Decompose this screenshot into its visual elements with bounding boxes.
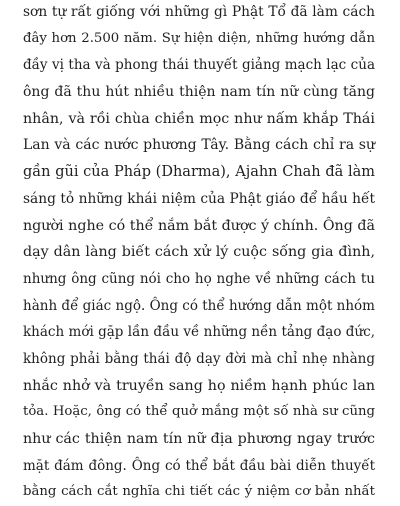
text-line: sơn tự rất giống với những gì Phật Tổ đã làm cách: [23, 4, 375, 20]
text-line: nhắc nhở và truyền sang họ niềm hạnh phúc lan: [23, 377, 375, 394]
text-line: sáng tỏ những khái niệm của Phật giáo để hầu hết: [23, 190, 375, 207]
text-line: Lan và các nước phương Tây. Bằng cách chỉ ra sự: [23, 137, 375, 154]
text-line: tỏa. Hoặc, ông có thể quở mắng một số nhà sư cũng: [23, 404, 375, 420]
text-line: không phải bằng thái độ dạy đời mà chỉ nhẹ nhàng: [23, 350, 375, 367]
text-line: bằng cách cắt nghĩa chi tiết các ý niệm cơ bản nhất: [23, 484, 375, 500]
body-text: [23, 0, 375, 506]
text-line: mặt đám đông. Ông có thể bắt đầu bài diễn thuyết: [23, 457, 375, 474]
text-line: khách mới gặp lần đầu về những nền tảng đạo đức,: [23, 324, 375, 341]
text-line: như các thiện nam tín nữ địa phương ngay trước: [23, 431, 375, 447]
text-line: nhưng ông cũng nói cho họ nghe về những cách tu: [23, 270, 375, 287]
text-line: gần gũi của Pháp (Dharma), Ajahn Chah đã làm: [23, 164, 375, 181]
text-line: đầy vị tha và phong thái thuyết giảng mạch lạc của: [23, 57, 375, 74]
text-line: nhân, và rồi chùa chiền mọc như nấm khắp Thái: [23, 110, 375, 127]
text-line: đây hơn 2.500 năm. Sự hiện diện, những hướng dẫn: [23, 30, 375, 46]
text-line: ông đã thu hút nhiều thiện nam tín nữ cùng tăng: [23, 84, 375, 101]
text-line: hành để giác ngộ. Ông có thể hướng dẫn một nhóm: [23, 297, 375, 314]
text-line: người nghe có thể nắm bắt được ý chính. Ông đã: [23, 217, 375, 234]
text-line: dạy dân làng biết cách xử lý cuộc sống gia đình,: [23, 244, 375, 261]
